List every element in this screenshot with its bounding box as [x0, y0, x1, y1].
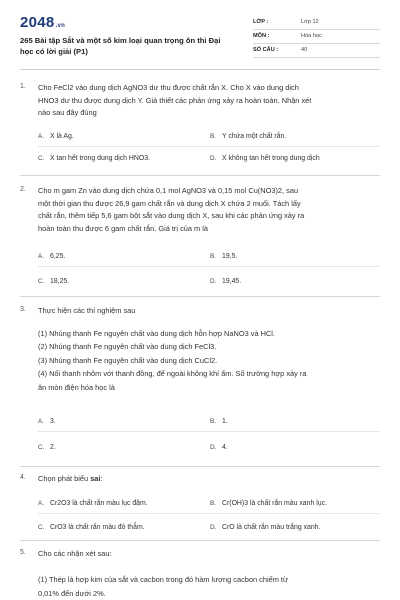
question-number: 4.	[20, 474, 26, 481]
question-number: 3.	[20, 306, 26, 313]
option-a[interactable]	[38, 253, 208, 260]
option-a[interactable]	[38, 418, 208, 425]
option-label: A.	[38, 418, 45, 425]
question-number: 2.	[20, 186, 26, 193]
option-label: B.	[210, 500, 217, 507]
statement: (3) Nhúng thanh Fe nguyên chất vào dung dịch CuCl2.	[38, 355, 218, 365]
question-lead: Chọn phát biểu	[38, 474, 91, 483]
option-d[interactable]	[210, 155, 380, 162]
question-lead-emphasis: sai	[90, 474, 101, 483]
option-b[interactable]	[210, 500, 380, 507]
meta-row-grade	[253, 16, 380, 30]
option-label: C.	[38, 155, 45, 162]
option-text: X là Ag.	[50, 133, 74, 140]
question-text	[38, 473, 378, 486]
option-divider	[38, 266, 380, 267]
option-label: C.	[38, 524, 45, 531]
question-line: chất rắn, thêm tiếp 5,6 gam bột sắt vào dung dịch X, sau khi các phản ứng xảy ra	[38, 211, 305, 221]
statement: (2) Nhúng thanh Fe nguyên chất vào dung dịch FeCl3.	[38, 342, 217, 352]
option-d[interactable]	[210, 278, 380, 285]
document-meta	[253, 16, 380, 58]
question-line: Cho FeCl2 vào dung dịch AgNO3 dư thu được chất rắn X. Cho X vào dung dịch	[38, 83, 299, 92]
option-c[interactable]	[38, 524, 208, 531]
logo[interactable]	[20, 14, 65, 31]
option-text: CrO3 là chất rắn màu đỏ thẫm.	[50, 524, 145, 531]
option-label: B.	[210, 418, 217, 425]
option-b[interactable]	[210, 418, 380, 425]
option-divider	[38, 431, 380, 432]
question-lead-end: :	[100, 474, 103, 483]
statement: (1) Thép là hợp kim của sắt và cacbon trong đó hàm lượng cacbon chiếm từ	[38, 575, 288, 584]
meta-key-grade: LỚP :	[253, 19, 269, 25]
document-title-line-1: 265 Bài tập Sắt và một số kim loại quan trọng ôn thi Đại	[20, 36, 221, 45]
logo-text: 2048	[20, 14, 55, 31]
option-text: 4.	[222, 444, 228, 451]
option-text: CrO là chất rắn màu trắng xanh.	[222, 524, 321, 531]
option-text: 18,25.	[50, 278, 70, 285]
option-text: 6,25.	[50, 253, 66, 260]
option-label: D.	[210, 278, 217, 285]
statement: 0,01% đến dưới 2%.	[38, 588, 106, 598]
option-text: X tan hết trong dung dịch HNO3.	[50, 155, 150, 162]
question-separator	[20, 175, 380, 176]
option-label: A.	[38, 500, 45, 507]
meta-value-count: 40	[301, 47, 308, 53]
question-separator	[20, 296, 380, 297]
header-divider	[20, 69, 380, 70]
question-number: 1.	[20, 83, 26, 90]
option-label: A.	[38, 133, 45, 140]
statement: (4) Nối thanh nhôm với thanh đồng, để ngoài không khí ẩm. Số trường hợp xảy ra	[38, 369, 307, 379]
option-divider	[38, 146, 380, 147]
meta-value-subject: Hóa học	[301, 33, 322, 39]
option-label: B.	[210, 253, 217, 260]
option-label: A.	[38, 253, 45, 260]
option-c[interactable]	[38, 155, 208, 162]
option-b[interactable]	[210, 133, 380, 140]
meta-key-count: SỐ CÂU :	[253, 47, 279, 53]
question-line: một thời gian thu được 26,9 gam chất rắn và dung dịch X chứa 2 muối. Tách lấy	[38, 198, 301, 208]
question-line: Thực hiện các thí nghiệm sau	[38, 306, 136, 315]
option-text: Cr(OH)3 là chất rắn màu xanh lục.	[222, 500, 327, 507]
option-label: D.	[210, 444, 217, 451]
option-text: Cr2O3 là chất rắn màu lục đậm.	[50, 500, 148, 507]
question-line: hoàn toàn thu được 6 gam chất rắn. Giá trị của m là	[38, 223, 209, 233]
question-separator	[20, 540, 380, 541]
meta-value-grade: Lớp 12	[301, 19, 319, 25]
question-text	[38, 548, 378, 561]
option-label: D.	[210, 524, 217, 531]
meta-row-subject	[253, 30, 380, 44]
document-header	[20, 14, 380, 62]
question-line: Cho m gam Zn vào dung dịch chứa 0,1 mol AgNO3 và 0,15 mol Cu(NO3)2, sau	[38, 186, 299, 195]
option-text: X không tan hết trong dung dịch	[222, 155, 320, 162]
option-text: Y chứa một chất rắn.	[222, 133, 287, 140]
document-title	[20, 35, 240, 57]
statement: (1) Nhúng thanh Fe nguyên chất vào dung dịch hỗn hợp NaNO3 và HCl.	[38, 329, 275, 338]
option-a[interactable]	[38, 133, 208, 140]
option-text: 1.	[222, 418, 228, 425]
option-d[interactable]	[210, 524, 380, 531]
meta-key-subject: MÔN :	[253, 33, 270, 39]
option-text: 19,45.	[222, 278, 242, 285]
question-separator	[20, 466, 380, 467]
option-c[interactable]	[38, 444, 208, 451]
remark-list	[38, 573, 378, 600]
option-d[interactable]	[210, 444, 380, 451]
option-divider	[38, 513, 380, 514]
option-b[interactable]	[210, 253, 380, 260]
option-text: 2.	[50, 444, 56, 451]
statement: ăn mòn điện hóa học là	[38, 382, 115, 392]
option-label: C.	[38, 444, 45, 451]
question-text	[38, 305, 378, 318]
option-text: 19,5.	[222, 253, 238, 260]
option-label: B.	[210, 133, 217, 140]
option-label: D.	[210, 155, 217, 162]
meta-row-count	[253, 44, 380, 58]
option-label: C.	[38, 278, 45, 285]
option-text: 3.	[50, 418, 56, 425]
option-a[interactable]	[38, 500, 208, 507]
question-line: nào sau đây đúng	[38, 108, 97, 118]
question-text	[38, 82, 378, 120]
question-number: 5.	[20, 549, 26, 556]
option-c[interactable]	[38, 278, 208, 285]
question-line: Cho các nhận xét sau:	[38, 549, 112, 558]
question-line: HNO3 dư thu được dung dịch Y. Giả thiết các phản ứng xảy ra hoàn toàn. Nhận xét	[38, 95, 312, 105]
experiment-list	[38, 327, 378, 394]
question-text	[38, 185, 378, 235]
logo-suffix: .vn	[55, 23, 66, 29]
document-title-line-2: học có lời giải (P1)	[20, 47, 88, 56]
